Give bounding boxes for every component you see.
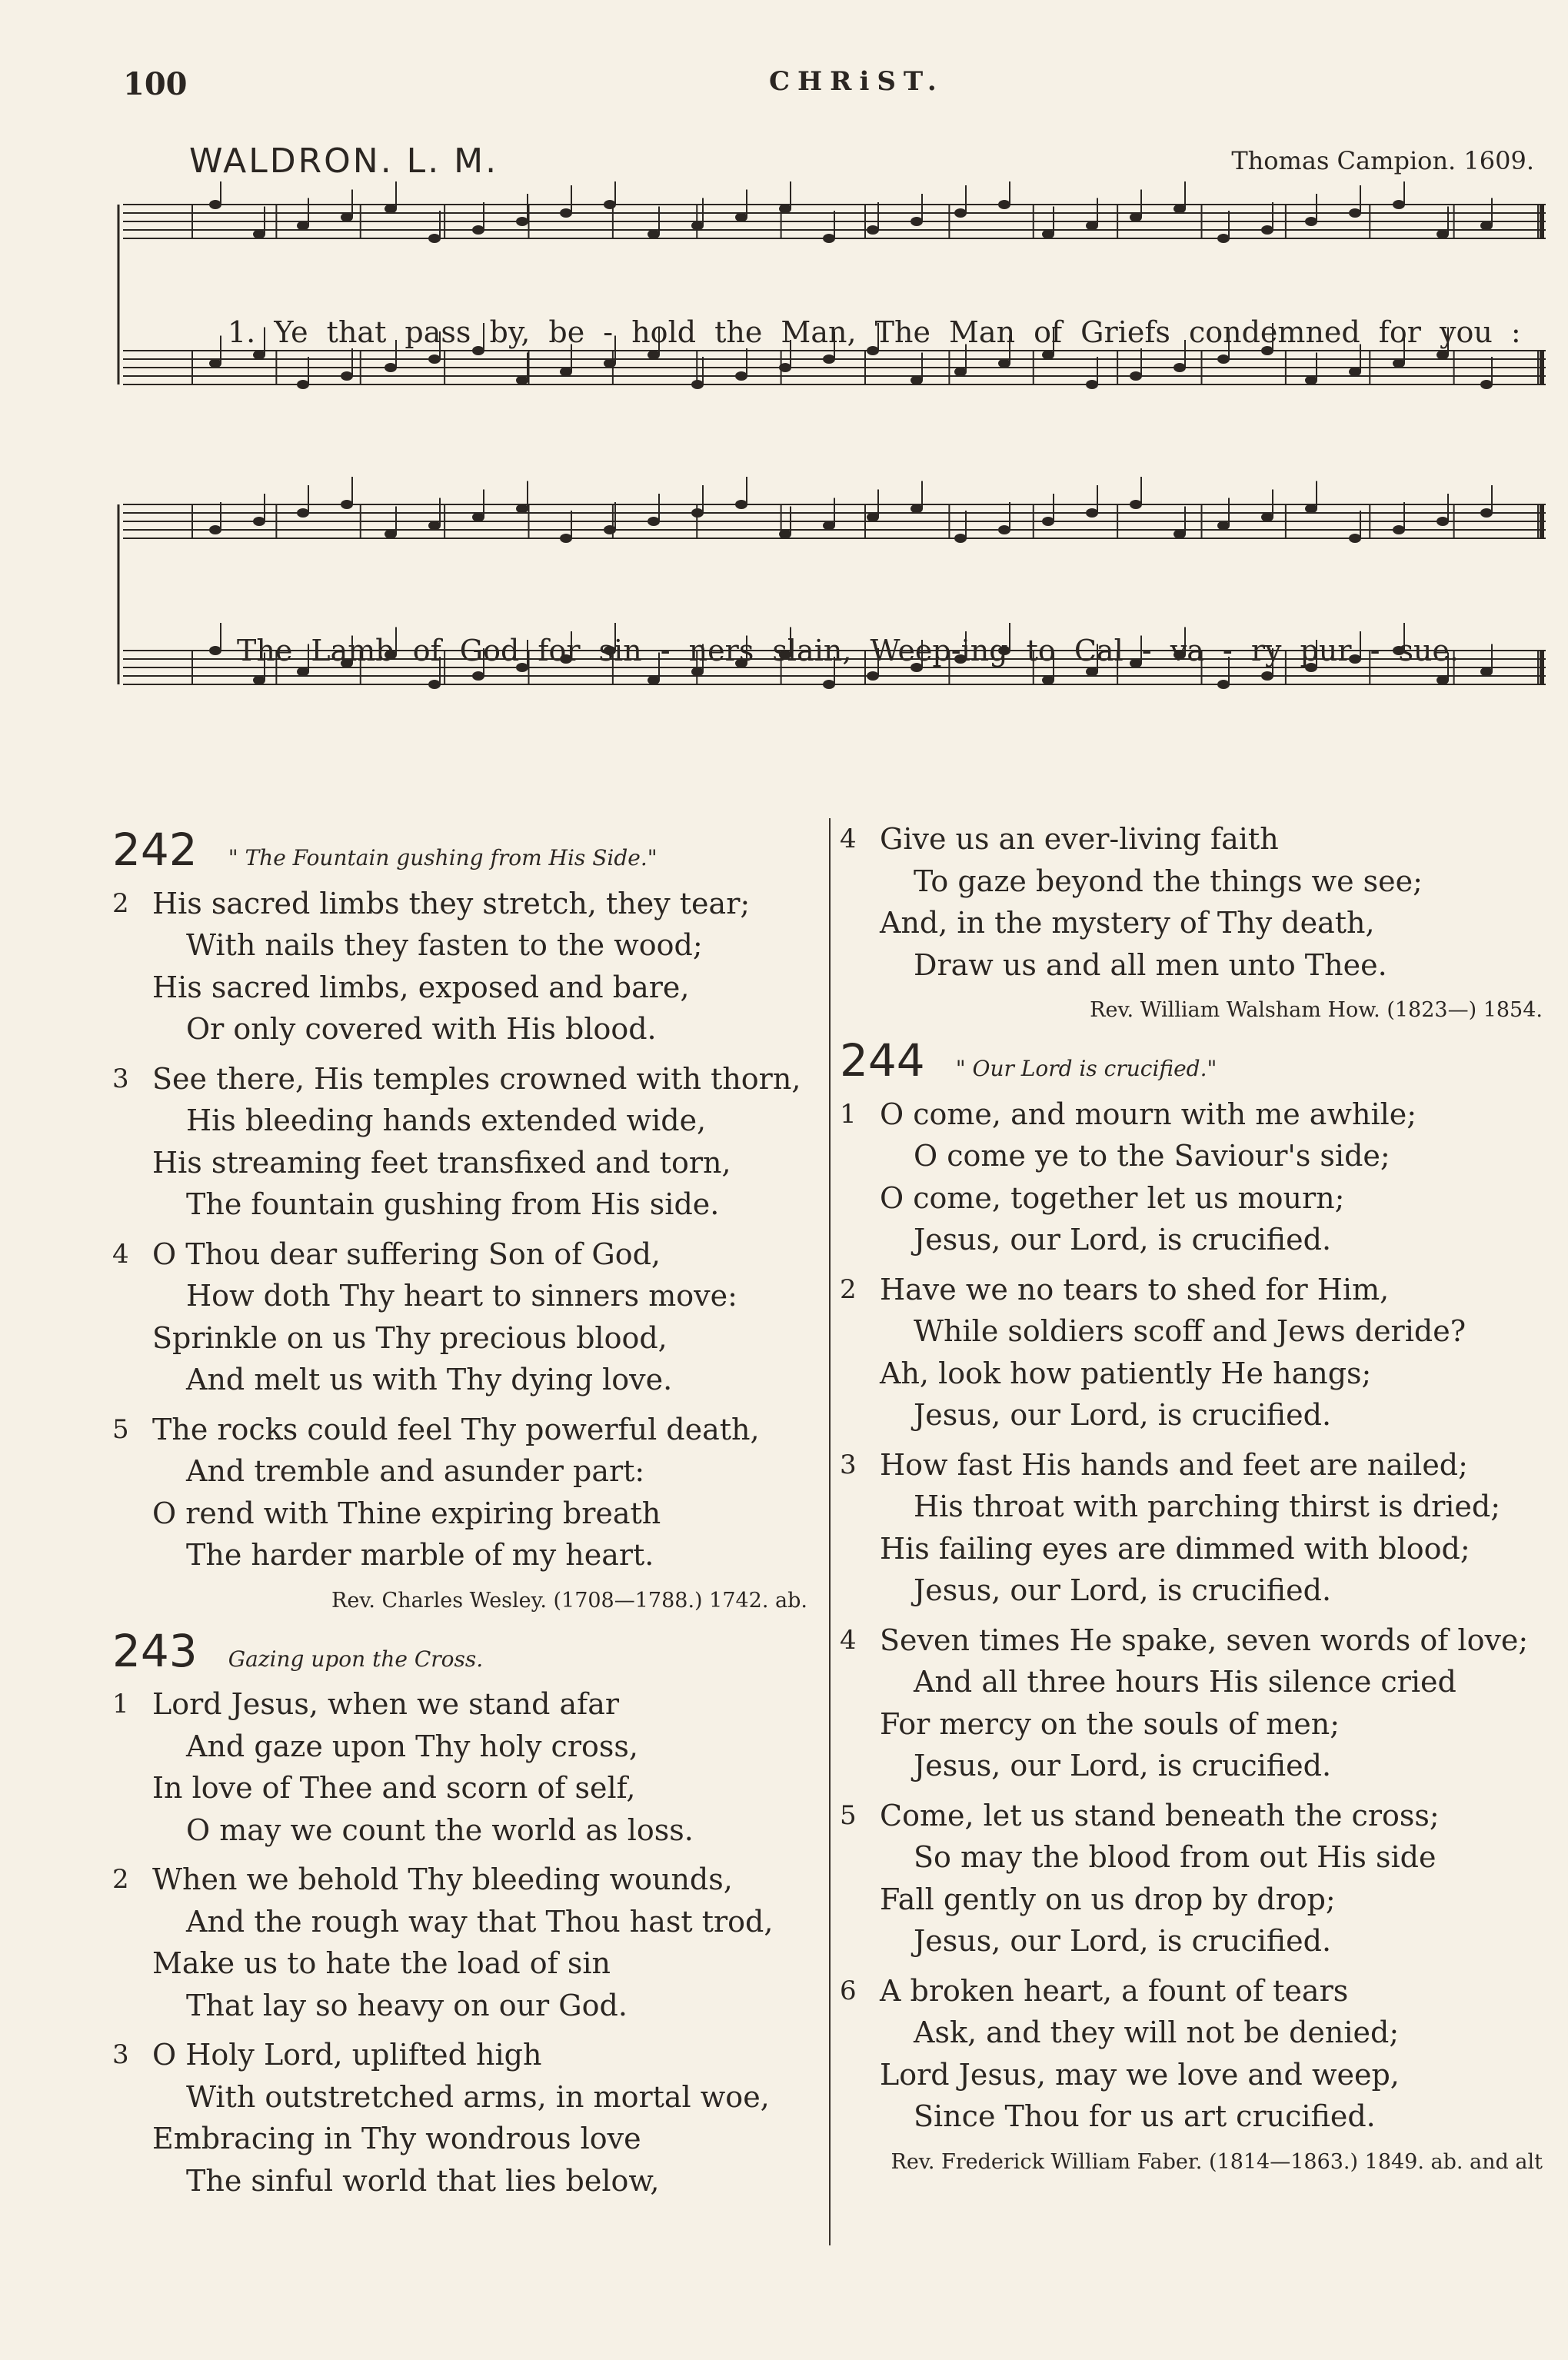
note-head [1480, 221, 1493, 231]
note-head [1086, 380, 1098, 389]
stanza-number: 6 [840, 1975, 857, 2006]
stanza [840, 1269, 1555, 1436]
stanza-number: 1 [840, 1098, 857, 1130]
stanza-line: How fast His hands and feet are nailed; [880, 1447, 1468, 1482]
final-bar [1540, 504, 1544, 538]
stanza-line: O Holy Lord, uplifted high [152, 2038, 542, 2072]
stanza-line: His bleeding hands extended wide, [186, 1103, 707, 1137]
music-score [115, 181, 1561, 797]
note-head [560, 368, 572, 377]
note-head [1349, 368, 1361, 377]
note-head [691, 667, 704, 677]
note-head [516, 217, 528, 226]
note-head [1130, 500, 1142, 509]
note-head [1305, 376, 1317, 385]
note-head [1042, 351, 1054, 360]
note-head [823, 680, 835, 689]
page-number: 100 [123, 66, 188, 102]
stanza-line: With outstretched arms, in mortal woe, [186, 2079, 770, 2114]
note-head [1349, 534, 1361, 543]
note-head [560, 534, 572, 543]
stanza-line: Lord Jesus, when we stand afar [152, 1687, 620, 1721]
note-head [691, 380, 704, 389]
note-head [823, 354, 835, 364]
note-head [648, 351, 660, 360]
stanza-line: How doth Thy heart to sinners move: [186, 1279, 737, 1313]
note-head [385, 363, 397, 372]
note-head [779, 205, 791, 214]
stanza-line: And melt us with Thy dying love. [186, 1363, 673, 1396]
note-head [954, 368, 967, 377]
stanza-line: Come, let us stand beneath the cross; [880, 1798, 1440, 1832]
note-head [1042, 230, 1054, 239]
note-head [209, 200, 221, 209]
stanza-line: O come, and mourn with me awhile; [880, 1097, 1417, 1131]
note-head [1174, 205, 1186, 214]
stanza-line: His streaming feet transfixed and torn, [152, 1145, 731, 1180]
stanza-line: Sprinkle on us Thy precious blood, [152, 1320, 667, 1355]
stanza-line: With nails they fasten to the wood; [186, 928, 703, 962]
stanza-line: In love of Thee and scorn of self, [152, 1771, 636, 1805]
stanza-line: And the rough way that Thou hast trod, [186, 1904, 774, 1939]
hymn-title: " The Fountain gushing from His Side." [228, 845, 657, 870]
stanza-list [840, 1093, 1555, 2138]
note-head [385, 530, 397, 539]
stanza-number: 4 [840, 824, 857, 854]
note-head [1437, 517, 1449, 526]
note-head [1437, 351, 1449, 360]
note-head [472, 225, 484, 235]
stanza-line: Fall gently on us drop by drop; [880, 1882, 1336, 1916]
stanza-line: And gaze upon Thy holy cross, [186, 1729, 638, 1763]
stanza-number: 2 [112, 887, 129, 919]
stanza-line: And, in the mystery of Thy death, [880, 906, 1375, 940]
note-head [1217, 521, 1230, 531]
note-head [1480, 380, 1493, 389]
stanza-line: Embracing in Thy wondrous love [152, 2122, 641, 2155]
hymn-title: " Our Lord is crucified." [955, 1056, 1217, 1081]
note-head [1480, 508, 1493, 518]
stanza-number: 3 [840, 1449, 857, 1480]
note-head [867, 513, 879, 522]
note-head [1480, 667, 1493, 677]
stanza-line: The rocks could feel Thy powerful death, [152, 1412, 760, 1446]
tune-composer: Thomas Campion. 1609. [1231, 146, 1534, 175]
stanza-number: 4 [112, 1238, 129, 1270]
stanza-line: His throat with parching thirst is dried; [914, 1490, 1501, 1523]
note-head [779, 363, 791, 372]
note-head [954, 534, 967, 543]
note-head [1261, 671, 1273, 681]
note-head [779, 530, 791, 539]
note-head [1305, 504, 1317, 514]
stanza-line: Since Thou for us art crucified. [914, 2099, 1376, 2133]
note-head [604, 200, 616, 209]
note-head [253, 230, 265, 239]
tune-lyrics-line-2: The Lamb of God for sin - ners slain, Weep-ing to Cal - va - ry pur - sue. [237, 634, 1460, 667]
stanza-line: Jesus, our Lord, is crucified. [914, 1573, 1332, 1607]
stanza [112, 2034, 820, 2202]
stanza-line: His sacred limbs, exposed and bare, [152, 970, 690, 1004]
note-head [253, 676, 265, 685]
stanza [112, 1859, 820, 2026]
stanza-line: Jesus, our Lord, is crucified. [914, 1223, 1332, 1257]
note-head [1393, 200, 1405, 209]
stanza-number: 3 [112, 2039, 129, 2070]
stanza-line: And all three hours His silence cried [914, 1665, 1456, 1699]
hymn-242-continued [840, 818, 1555, 1027]
note-head [297, 380, 309, 389]
note-head [823, 234, 835, 243]
note-head [735, 500, 747, 509]
note-head [648, 230, 660, 239]
note-head [209, 359, 221, 368]
note-head [1437, 230, 1449, 239]
note-head [1174, 363, 1186, 372]
stanza-line: Lord Jesus, may we love and weep, [880, 2057, 1400, 2092]
stanza-line: The harder marble of my heart. [186, 1538, 654, 1572]
note-head [998, 525, 1010, 534]
stanza-line: Ask, and they will not be denied; [914, 2015, 1400, 2049]
stanza-line: A broken heart, a fount of tears [880, 1973, 1349, 2008]
stanza-line: O come ye to the Saviour's side; [914, 1139, 1390, 1173]
tune-name: WALDRON. L. M. [189, 141, 499, 181]
note-head [1086, 667, 1098, 677]
note-head [1261, 225, 1273, 235]
note-head [428, 234, 441, 243]
note-head [297, 667, 309, 677]
stanza-line: O may we count the world as loss. [186, 1812, 694, 1847]
note-head [1042, 517, 1054, 526]
note-head [341, 500, 353, 509]
stanza [112, 1409, 820, 1576]
stanza-line: O come, together let us mourn; [880, 1180, 1345, 1215]
stanza-line: For mercy on the souls of men; [880, 1706, 1340, 1741]
stanza [840, 818, 1555, 986]
note-head [691, 221, 704, 231]
note-head [648, 517, 660, 526]
hymn-number: 244 [840, 1034, 925, 1087]
note-head [341, 371, 353, 381]
note-head [911, 376, 923, 385]
note-head [253, 351, 265, 360]
stanza-line: See there, His temples crowned with thorn, [152, 1061, 801, 1096]
stanza-line: Ah, look how patiently He hangs; [880, 1356, 1372, 1390]
stanza-line: The fountain gushing from His side. [186, 1187, 720, 1221]
stanza [840, 1444, 1555, 1612]
column-divider [829, 818, 831, 2245]
stanza-list [112, 1683, 820, 2202]
note-head [998, 359, 1010, 368]
note-head [998, 200, 1010, 209]
stanza-line: Seven times He spake, seven words of love; [880, 1623, 1529, 1657]
stanza-line: O Thou dear suffering Son of God, [152, 1237, 661, 1271]
stanza-line: The sinful world that lies below, [186, 2163, 660, 2198]
note-head [472, 513, 484, 522]
note-head [297, 508, 309, 518]
note-head [911, 504, 923, 514]
stanza [840, 1970, 1555, 2138]
note-head [954, 208, 967, 218]
note-head [1393, 359, 1405, 368]
stanza-line: Give us an ever-living faith [880, 822, 1279, 856]
stanza-line: So may the blood from out His side [914, 1840, 1437, 1874]
note-head [691, 508, 704, 518]
note-head [735, 371, 747, 381]
hymn-title: Gazing upon the Cross. [228, 1646, 484, 1672]
note-head [1261, 513, 1273, 522]
final-bar [1540, 651, 1544, 684]
stanza [112, 1233, 820, 1401]
stanza-line: O rend with Thine expiring breath [152, 1496, 661, 1530]
note-head [1437, 676, 1449, 685]
note-head [472, 671, 484, 681]
note-head [867, 671, 879, 681]
stanza [840, 1619, 1555, 1787]
stanza-number: 2 [112, 1864, 129, 1895]
note-head [253, 517, 265, 526]
note-head [385, 205, 397, 214]
right-column [840, 818, 1555, 2190]
note-head [1042, 676, 1054, 685]
stanza-line: Make us to hate the load of sin [152, 1946, 611, 1980]
note-head [867, 225, 879, 235]
stanza-line: Or only covered with His blood. [186, 1012, 657, 1046]
stanza-number: 5 [840, 1799, 857, 1831]
stanza-number: 1 [112, 1689, 129, 1719]
note-head [1217, 354, 1230, 364]
hymn-242 [112, 824, 820, 1618]
note-head [604, 525, 616, 534]
note-head [341, 213, 353, 222]
hymn-number: 242 [112, 824, 198, 876]
hymn-243 [112, 1624, 820, 2202]
stanza-line: That lay so heavy on our God. [186, 1988, 628, 2022]
final-bar [1540, 205, 1544, 238]
note-head [560, 208, 572, 218]
stanza [112, 1683, 820, 1851]
stanza [840, 1795, 1555, 1962]
stanza-line: Have we no tears to shed for Him, [880, 1272, 1390, 1306]
note-head [209, 646, 221, 655]
hymn-attribution: Rev. Frederick William Faber. (1814—1863.) 1849. ab. and alt [891, 2149, 1543, 2174]
tune-lyrics-line-1: 1. Ye that pass by, be - hold the Man, The Man of Griefs condemned for you : [228, 315, 1521, 349]
stanza-list [112, 883, 820, 1576]
note-head [1305, 217, 1317, 226]
hymn-attribution: Rev. William Walsham How. (1823—) 1854. [1090, 998, 1543, 1022]
left-column [112, 823, 820, 2209]
stanza-number: 4 [840, 1624, 857, 1656]
stanza-line: His failing eyes are dimmed with blood; [880, 1531, 1470, 1566]
stanza-line: And tremble and asunder part: [186, 1454, 645, 1488]
note-head [1217, 680, 1230, 689]
note-head [428, 521, 441, 531]
stanza-line: Draw us and all men unto Thee. [914, 947, 1387, 982]
note-head [1349, 208, 1361, 218]
stanza-line: Jesus, our Lord, is crucified. [914, 1398, 1332, 1432]
note-head [428, 354, 441, 364]
final-bar [1540, 351, 1544, 384]
stanza-number: 5 [112, 1413, 129, 1445]
note-head [516, 504, 528, 514]
note-head [1393, 525, 1405, 534]
stanza-line: Jesus, our Lord, is crucified. [914, 1749, 1332, 1782]
stanza [112, 1058, 820, 1226]
running-title: CHRiST. [769, 66, 944, 97]
note-head [1086, 508, 1098, 518]
stanza-number: 2 [840, 1273, 857, 1305]
note-head [735, 213, 747, 222]
note-head [911, 217, 923, 226]
note-head [1130, 213, 1142, 222]
stanza-number: 3 [112, 1063, 129, 1094]
hymn-number: 243 [112, 1624, 198, 1677]
note-head [648, 676, 660, 685]
stanza-line: While soldiers scoff and Jews deride? [914, 1314, 1466, 1348]
note-head [428, 680, 441, 689]
hymn-244 [840, 1034, 1555, 2179]
stanza-line: To gaze beyond the things we see; [914, 864, 1423, 898]
stanza-line: Jesus, our Lord, is crucified. [914, 1924, 1332, 1958]
note-head [209, 525, 221, 534]
hymn-attribution: Rev. Charles Wesley. (1708—1788.) 1742. ab. [331, 1588, 807, 1613]
note-head [823, 521, 835, 531]
note-head [516, 376, 528, 385]
note-head [604, 359, 616, 368]
stanza [112, 883, 820, 1050]
note-head [1086, 221, 1098, 231]
stanza [840, 1093, 1555, 1261]
stanza-line: His sacred limbs they stretch, they tear; [152, 886, 751, 920]
note-head [1217, 234, 1230, 243]
note-head [1130, 371, 1142, 381]
stanza-line: When we behold Thy bleeding wounds, [152, 1862, 733, 1896]
note-head [1174, 530, 1186, 539]
note-head [297, 221, 309, 231]
